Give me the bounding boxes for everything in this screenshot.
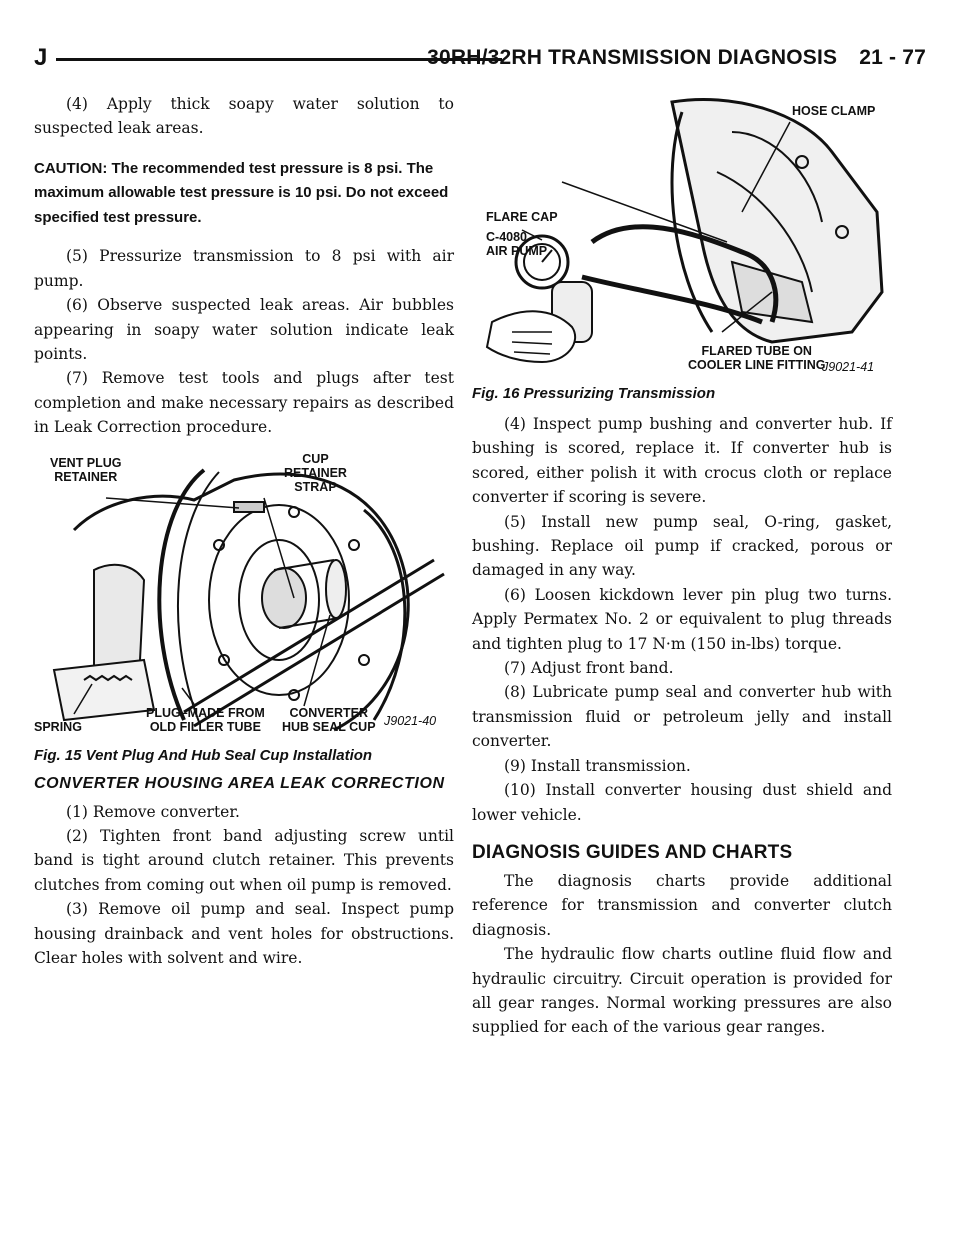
label-figure-code: J9021-40 [384,713,437,728]
page-header [34,40,926,76]
diagnosis-para-1: The diagnosis charts provide additional reference for transmission and converter clutch diagnosis. [472,871,892,939]
page-number: 21 - 77 [859,46,926,69]
step-6: (6) Observe suspected leak areas. Air bubbles appearing in soapy water solution indicate leak points. [34,296,454,363]
section-heading-diagnosis: DIAGNOSIS GUIDES AND CHARTS [472,841,793,863]
figure-15 [34,450,454,740]
label-vent-plug-retainer: VENT PLUG RETAINER [50,455,122,484]
figure-15-illustration [34,450,454,740]
right-column [472,92,892,1040]
label-cup-retainer-strap: CUP RETAINER STRAP [284,451,347,494]
left-column [34,92,454,970]
figure-16-caption: Fig. 16 Pressurizing Transmission [472,385,716,402]
correction-step-8: (8) Lubricate pump seal and converter hub with transmission fluid or petroleum jelly and install converter. [472,683,892,751]
correction-step-9: (9) Install transmission. [504,756,691,775]
correction-step-6: (6) Loosen kickdown lever pin plug two turns. Apply Permatex No. 2 or equivalent to plug threads and tighten plug to 17 N·m (150 in-lbs) torque. [472,585,892,653]
label-hose-clamp: HOSE CLAMP [792,104,876,118]
step-4: (4) Apply thick soapy water solution to suspected leak areas. [34,95,454,138]
header-title: 30RH/32RH TRANSMISSION DIAGNOSIS [427,46,838,69]
page-title [427,40,926,76]
correction-step-4: (4) Inspect pump bushing and converter hub. If bushing is scored, replace it. If converter hub is scored, either polish it with crocus cloth or replace converter if scoring is severe. [472,415,892,507]
figure-16 [472,92,892,382]
step-7: (7) Remove test tools and plugs after test completion and make necessary repairs as described in Leak Correction procedure. [34,369,454,437]
caution-note: CAUTION: The recommended test pressure is 8 psi. The maximum allowable test pressure is 10 psi. Do not exceed specified test pressure. [34,159,449,226]
label-figure-code: J9021-41 [822,360,875,374]
correction-step-5: (5) Install new pump seal, O-ring, gasket, bushing. Replace oil pump if cracked, porous or damaged in any way. [472,512,892,580]
label-spring: SPRING [34,719,82,734]
correction-step-2: (2) Tighten front band adjusting screw until band is tight around clutch retainer. This prevents clutches from coming out when oil pump is removed. [34,826,454,894]
correction-step-10: (10) Install converter housing dust shield and lower vehicle. [472,781,892,824]
correction-step-7: (7) Adjust front band. [504,659,674,678]
diagnosis-para-2: The hydraulic flow charts outline fluid flow and hydraulic circuitry. Circuit operation is provided for all gear ranges. Normal working pressures are also supplied for each of the various gear ranges. [472,945,892,1037]
correction-step-1: (1) Remove converter. [66,802,240,821]
label-converter-hub-seal-cup: CONVERTER HUB SEAL CUP [282,705,376,734]
section-heading-converter-housing: CONVERTER HOUSING AREA LEAK CORRECTION [34,774,445,792]
label-c4080-air-pump: C-4080 AIR PUMP [486,230,548,258]
section-letter: J [34,44,48,71]
label-flared-tube: FLARED TUBE ON COOLER LINE FITTING [688,344,826,372]
step-5: (5) Pressurize transmission to 8 psi with air pump. [34,247,454,290]
correction-step-3: (3) Remove oil pump and seal. Inspect pump housing drainback and vent holes for obstructions. Clear holes with solvent and wire. [34,900,454,967]
label-plug-made-from: PLUG–MADE FROM OLD FILLER TUBE [146,705,265,734]
label-flare-cap: FLARE CAP [486,210,558,224]
figure-15-caption: Fig. 15 Vent Plug And Hub Seal Cup Installation [34,746,373,764]
